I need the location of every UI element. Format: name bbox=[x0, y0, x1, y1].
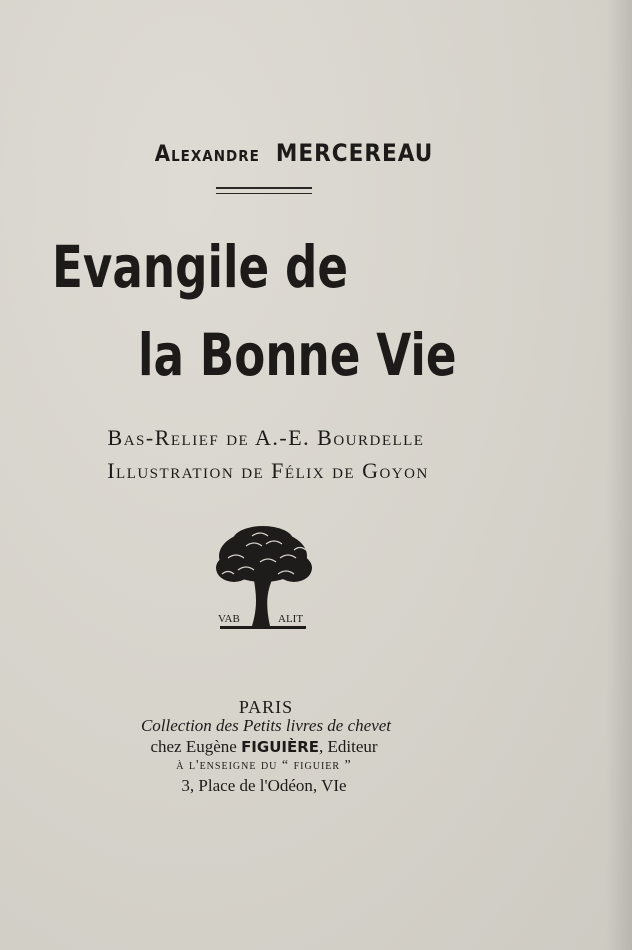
imprint-sign: à l'enseigne du “ figuier ” bbox=[176, 758, 352, 773]
credit-bas-relief: Bas-Relief de A.-E. Bourdelle bbox=[107, 425, 425, 450]
author-last-name: MERCEREAU bbox=[275, 139, 434, 167]
ornamental-rule-bottom bbox=[216, 193, 312, 194]
imprint-collection: Collection des Petits livres de chevet bbox=[140, 716, 392, 735]
author-first-name: Alexandre bbox=[154, 142, 260, 167]
imprint-city: PARIS bbox=[238, 697, 294, 717]
publisher-prefix: chez Eugène bbox=[150, 737, 237, 756]
ornamental-rule-top bbox=[216, 187, 312, 189]
credit-illustration: Illustration de Félix de Goyon bbox=[107, 458, 429, 483]
tree-emblem-icon bbox=[208, 522, 318, 652]
title-line-1: Evangile de bbox=[52, 233, 349, 301]
author-line bbox=[0, 139, 632, 167]
imprint-publisher bbox=[0, 737, 580, 757]
publisher-name: FIGUIÈRE bbox=[241, 738, 320, 756]
imprint-address: 3, Place de l'Odéon, VIe bbox=[181, 776, 347, 795]
title-line-2: la Bonne Vie bbox=[138, 321, 457, 389]
publisher-suffix: , Editeur bbox=[319, 737, 378, 756]
emblem-motto-left: VAB bbox=[218, 613, 240, 625]
emblem-motto-right: ALIT bbox=[278, 613, 304, 625]
